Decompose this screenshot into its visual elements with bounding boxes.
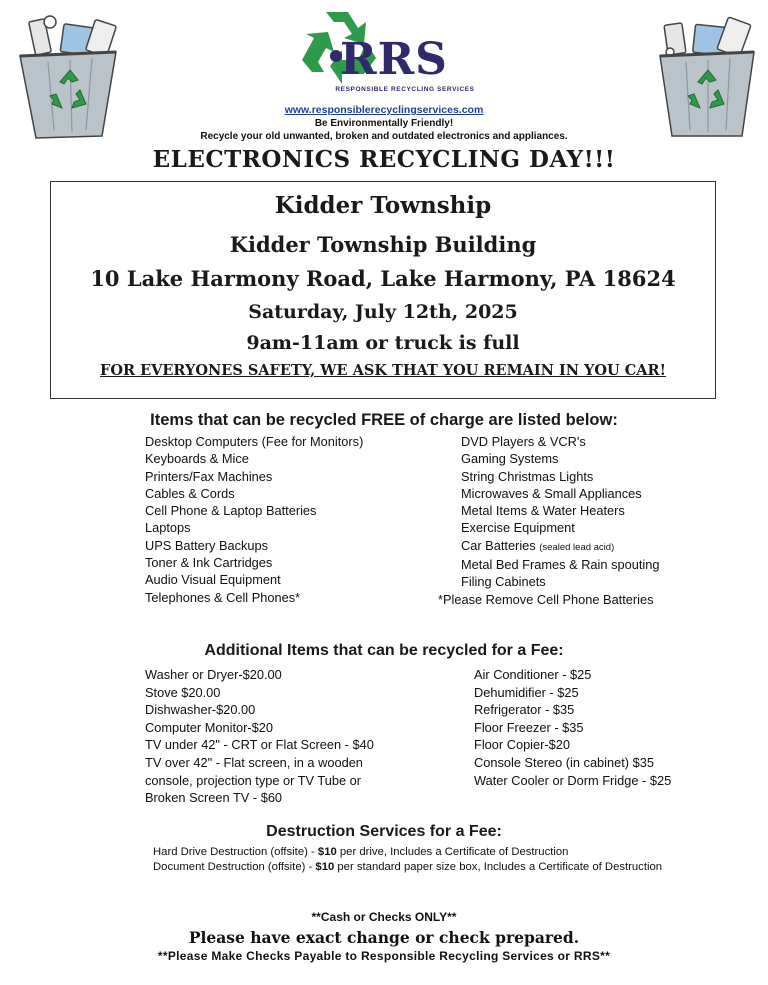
list-item: TV under 42" - CRT or Flat Screen - $40 <box>145 737 374 753</box>
event-address: 10 Lake Harmony Road, Lake Harmony, PA 18624 <box>90 266 676 291</box>
list-item: Console Stereo (in cabinet) $35 <box>474 754 654 770</box>
destruction-list <box>153 845 662 875</box>
list-item: Metal Bed Frames & Rain spouting <box>461 557 660 573</box>
free-items-left-list <box>145 433 363 606</box>
fee-items-right-list <box>474 666 671 789</box>
payment-note: **Cash or Checks ONLY** <box>311 910 457 924</box>
free-items-heading: Items that can be recycled FREE of charge are listed below: <box>150 411 618 429</box>
list-item: UPS Battery Backups <box>145 537 269 553</box>
list-item: console, projection type or TV Tube or <box>145 772 362 788</box>
event-time: 9am-11am or truck is full <box>246 332 520 354</box>
list-item: Floor Copier-$20 <box>474 737 571 753</box>
event-building: Kidder Township Building <box>229 232 537 257</box>
hard-drive-prefix: Hard Drive Destruction (offsite) - <box>153 846 318 858</box>
safety-notice: FOR EVERYONES SAFETY, WE ASK THAT YOU REMAIN IN YOU CAR! <box>100 362 666 379</box>
list-item: Toner & Ink Cartridges <box>145 555 273 571</box>
list-item: Gaming Systems <box>461 451 559 467</box>
list-item: Stove $20.00 <box>145 684 221 700</box>
battery-footnote: *Please Remove Cell Phone Batteries <box>438 591 654 607</box>
document-price: $10 <box>315 861 335 873</box>
list-item: Cables & Cords <box>145 485 235 501</box>
event-date: Saturday, July 12th, 2025 <box>248 301 518 323</box>
list-item: Telephones & Cell Phones* <box>145 589 301 605</box>
list-item: Keyboards & Mice <box>145 451 249 467</box>
page-title: ELECTRONICS RECYCLING DAY!!! <box>152 146 616 173</box>
logo-text: RRS <box>340 34 448 85</box>
event-details-box <box>50 181 716 399</box>
list-item: Dishwasher-$20.00 <box>145 702 256 718</box>
tagline: Recycle your old unwanted, broken and outdated electronics and appliances. <box>200 131 568 142</box>
list-item: Audio Visual Equipment <box>145 572 281 588</box>
fee-items-heading: Additional Items that can be recycled for a Fee: <box>204 642 564 659</box>
list-item: String Christmas Lights <box>461 468 594 484</box>
exact-change-note: Please have exact change or check prepared. <box>188 928 580 947</box>
fee-items-left-list <box>145 666 374 807</box>
list-item: Laptops <box>145 520 191 536</box>
event-township: Kidder Township <box>274 192 492 219</box>
checks-payable-note: **Please Make Checks Payable to Responsible Recycling Services or RRS** <box>157 949 611 963</box>
list-item: Water Cooler or Dorm Fridge - $25 <box>474 772 672 788</box>
document-destruction <box>153 860 662 875</box>
list-item <box>438 537 659 556</box>
list-item: TV over 42" - Flat screen, in a wooden <box>145 754 363 770</box>
list-item: Desktop Computers (Fee for Monitors) <box>145 434 364 449</box>
hard-drive-price: $10 <box>317 846 337 858</box>
document-prefix: Document Destruction (offsite) - <box>153 861 316 873</box>
list-item: Broken Screen TV - $60 <box>145 790 283 806</box>
logo-subtitle: RESPONSIBLE RECYCLING SERVICES <box>335 86 475 93</box>
car-batteries-note: (sealed lead acid) <box>539 541 615 553</box>
list-item: Exercise Equipment <box>461 520 575 536</box>
hard-drive-destruction <box>153 845 662 860</box>
list-item: Dehumidifier - $25 <box>474 684 579 700</box>
destruction-heading: Destruction Services for a Fee: <box>266 823 502 840</box>
hard-drive-suffix: per drive, Includes a Certificate of Destruction <box>336 846 569 858</box>
document-suffix: per standard paper size box, Includes a Certificate of Destruction <box>334 861 663 873</box>
car-batteries-label: Car Batteries <box>461 537 536 553</box>
motto: Be Environmentally Friendly! <box>314 118 454 129</box>
list-item: Printers/Fax Machines <box>145 468 273 484</box>
rrs-logo <box>296 8 476 100</box>
list-item: Filing Cabinets <box>461 574 546 590</box>
list-item: Cell Phone & Laptop Batteries <box>145 503 317 519</box>
free-items-right-list <box>438 433 659 608</box>
list-item: Washer or Dryer-$20.00 <box>145 667 282 682</box>
list-item: Floor Freezer - $35 <box>474 719 584 735</box>
list-item: Computer Monitor-$20 <box>145 719 274 735</box>
list-item: Air Conditioner - $25 <box>474 667 592 682</box>
list-item: Metal Items & Water Heaters <box>461 503 625 519</box>
list-item: DVD Players & VCR's <box>461 434 586 449</box>
website-link[interactable]: www.responsiblerecyclingservices.com <box>284 104 484 116</box>
list-item: Refrigerator - $35 <box>474 702 575 718</box>
list-item: Microwaves & Small Appliances <box>461 485 642 501</box>
